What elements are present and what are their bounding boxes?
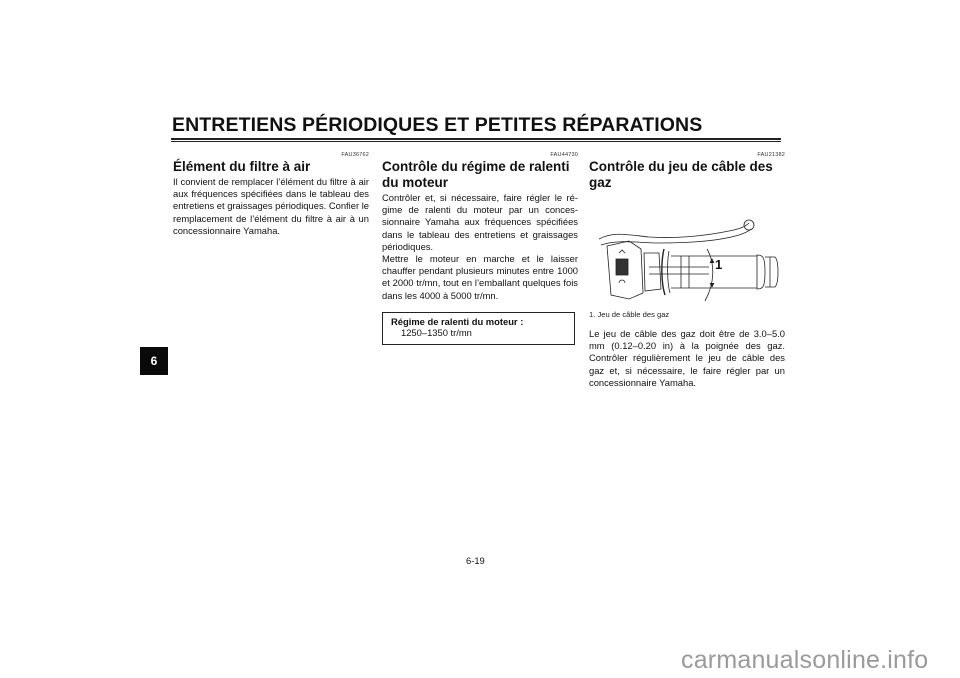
- throttle-grip-illustration: [589, 201, 785, 306]
- page-number: 6-19: [466, 555, 485, 566]
- spec-label: Régime de ralenti du moteur :: [391, 315, 524, 327]
- figure-caption: 1. Jeu de câble des gaz: [589, 310, 670, 319]
- section-title: Contrôle du régime de ralenti du moteur: [382, 159, 570, 190]
- section-code: FAU36762: [341, 152, 369, 158]
- section-code: FAU44730: [550, 152, 578, 158]
- watermark: carmanualsonline.info: [681, 646, 929, 674]
- handlebar-throttle-icon: [589, 201, 785, 306]
- section-body-continued: Mettre le moteur en marche et le laisser chauffer pendant plusieurs minutes entre 1000 et 2000 tr/mn, tout en l’emballant quelques fois dans les 4000 à 5000 tr/mn.: [382, 253, 578, 301]
- section-body: Le jeu de câble des gaz doit être de 3.0–5.0 mm (0.12–0.20 in) à la poignée des gaz. Contrôler régulièrement le jeu de câble des gaz et, si nécessaire, le faire régler par un concessionnaire Yamaha.: [589, 328, 785, 388]
- spec-box: [382, 312, 575, 345]
- page-header-title: ENTRETIENS PÉRIODIQUES ET PETITES RÉPARATIONS: [172, 114, 703, 136]
- section-title: Élément du filtre à air: [173, 159, 311, 174]
- chapter-tab: 6: [140, 347, 168, 375]
- figure-callout-1: 1: [715, 257, 723, 272]
- section-throttle-cable: [589, 152, 785, 389]
- section-body: Il convient de remplacer l’élément du filtre à air aux fréquences spécifiées dans le tableau des entretiens et graissages périodiques. Confier le remplacement de l’élément du filtre à air à un concessionnaire Yamaha.: [173, 176, 369, 236]
- header-double-rule: [171, 138, 781, 142]
- section-air-filter: [173, 152, 369, 237]
- section-idle-speed: [382, 152, 578, 345]
- section-title: Contrôle du jeu de câble des gaz: [589, 159, 773, 190]
- spec-value: 1250–1350 tr/mn: [401, 326, 472, 338]
- section-code: FAU21382: [757, 152, 785, 158]
- section-body: Contrôler et, si nécessaire, faire régler le régime de ralenti du moteur par un concessionnaire Yamaha aux fréquences spécifiées dans le tableau des entretiens et graissages périodiques.: [382, 192, 578, 252]
